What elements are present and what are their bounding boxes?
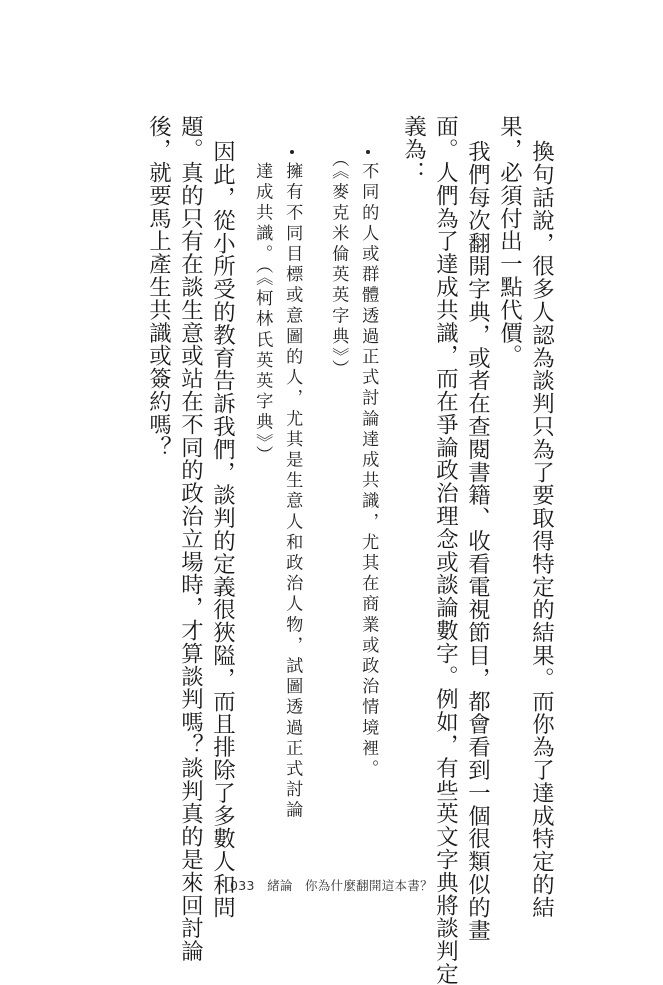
page-number: 033 [230,878,255,893]
paragraph-2-line-3: 義為： [400,115,427,184]
quote-1-line-1: 不同的人或群體透過正式討論達成共識，尤其在商業或政治情境裡。 [358,162,379,780]
paragraph-3-line-2: 題。真的只有在談生意或站在不同的政治立場時，才算談判嗎？談判真的是來回討論 [177,115,204,963]
chapter-title: 你為什麼翻開這本書？ [304,878,433,893]
quote-2-line-1: 擁有不同目標或意圖的人，尤其是生意人和政治人物，試圖透過正式討論 [282,162,303,822]
quote-2-line-2: 達成共識。（《柯林氏英英字典》） [252,162,273,466]
quote-1-line-2: （《麥克米倫英英字典》） [328,150,349,380]
paragraph-1-line-2: 果，必須付出一點代價。 [496,115,523,367]
page-footer [0,876,663,894]
paragraph-3-line-3: 後，就要馬上產生共識或簽約嗎？ [145,115,172,459]
bullet-marker [366,150,370,154]
paragraph-2-line-1: 我們每次翻開字典，或者在查閱書籍、收看電視節目，都會看到一個很類似的畫 [464,140,491,942]
paragraph-1-line-1: 換句話說，很多人認為談判只為了要取得特定的結果。而你為了達成特定的結 [528,140,555,919]
section-label: 緒論 [267,878,293,893]
paragraph-3-line-1: 因此，從小所受的教育告訴我們，談判的定義很狹隘，而且排除了多數人和問 [209,140,236,919]
bullet-marker [290,150,294,154]
paragraph-2-line-2: 面。人們為了達成共識，而在爭論政治理念或談論數字。例如，有些英文字典將談判定 [432,115,459,985]
